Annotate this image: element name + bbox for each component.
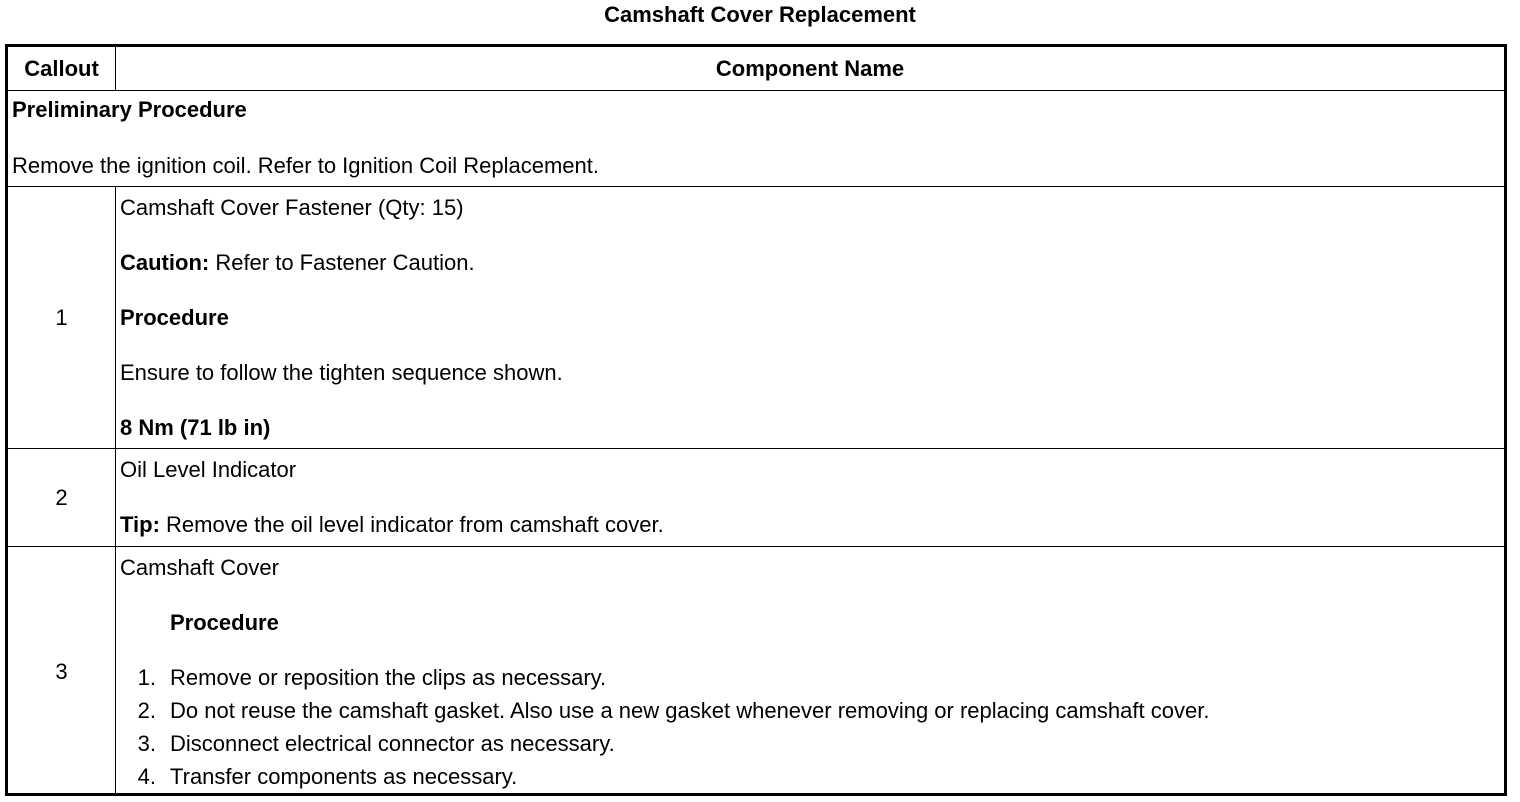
step-number: 4. xyxy=(137,764,156,789)
torque-spec: 8 Nm (71 lb in) xyxy=(120,415,271,440)
document-title: Camshaft Cover Replacement xyxy=(604,2,916,27)
procedure-table xyxy=(5,44,1507,796)
caution-text: Refer to Fastener Caution. xyxy=(209,250,475,275)
table-row xyxy=(8,449,1504,547)
step-number: 3. xyxy=(137,731,156,756)
step-text: Remove or reposition the clips as necessary. xyxy=(170,665,607,690)
component-name: Camshaft Cover Fastener (Qty: 15) xyxy=(120,195,464,220)
step-number: 2. xyxy=(137,698,156,723)
callout-number: 1 xyxy=(8,187,116,448)
caution-note xyxy=(120,250,475,276)
tip-label: Tip: xyxy=(120,512,160,537)
component-cell xyxy=(116,547,1504,796)
caution-label: Caution: xyxy=(120,250,210,275)
component-cell xyxy=(116,187,1504,448)
step-text: Transfer components as necessary. xyxy=(170,764,518,789)
step-number: 1. xyxy=(137,665,156,690)
preliminary-text: Remove the ignition coil. Refer to Ignition Coil Replacement. xyxy=(12,153,599,178)
component-cell xyxy=(116,449,1504,546)
table-header-row xyxy=(8,47,1504,91)
step-text: Disconnect electrical connector as necessary. xyxy=(170,731,615,756)
table-row xyxy=(8,547,1504,796)
component-name: Oil Level Indicator xyxy=(120,457,297,482)
callout-header: Callout xyxy=(8,47,116,90)
preliminary-procedure-row xyxy=(8,91,1504,187)
procedure-heading: Procedure xyxy=(120,305,229,330)
component-name-header: Component Name xyxy=(715,55,905,81)
component-name: Camshaft Cover xyxy=(120,555,279,580)
callout-number: 3 xyxy=(8,547,116,796)
preliminary-heading: Preliminary Procedure xyxy=(12,97,247,122)
callout-number: 2 xyxy=(8,449,116,546)
procedure-heading: Procedure xyxy=(170,610,279,635)
procedure-text: Ensure to follow the tighten sequence shown. xyxy=(120,360,563,385)
tip-text: Remove the oil level indicator from camshaft cover. xyxy=(159,512,664,537)
table-row xyxy=(8,187,1504,449)
tip-note xyxy=(120,512,664,538)
step-text: Do not reuse the camshaft gasket. Also use a new gasket whenever removing or replacing camshaft cover. xyxy=(170,698,1210,723)
